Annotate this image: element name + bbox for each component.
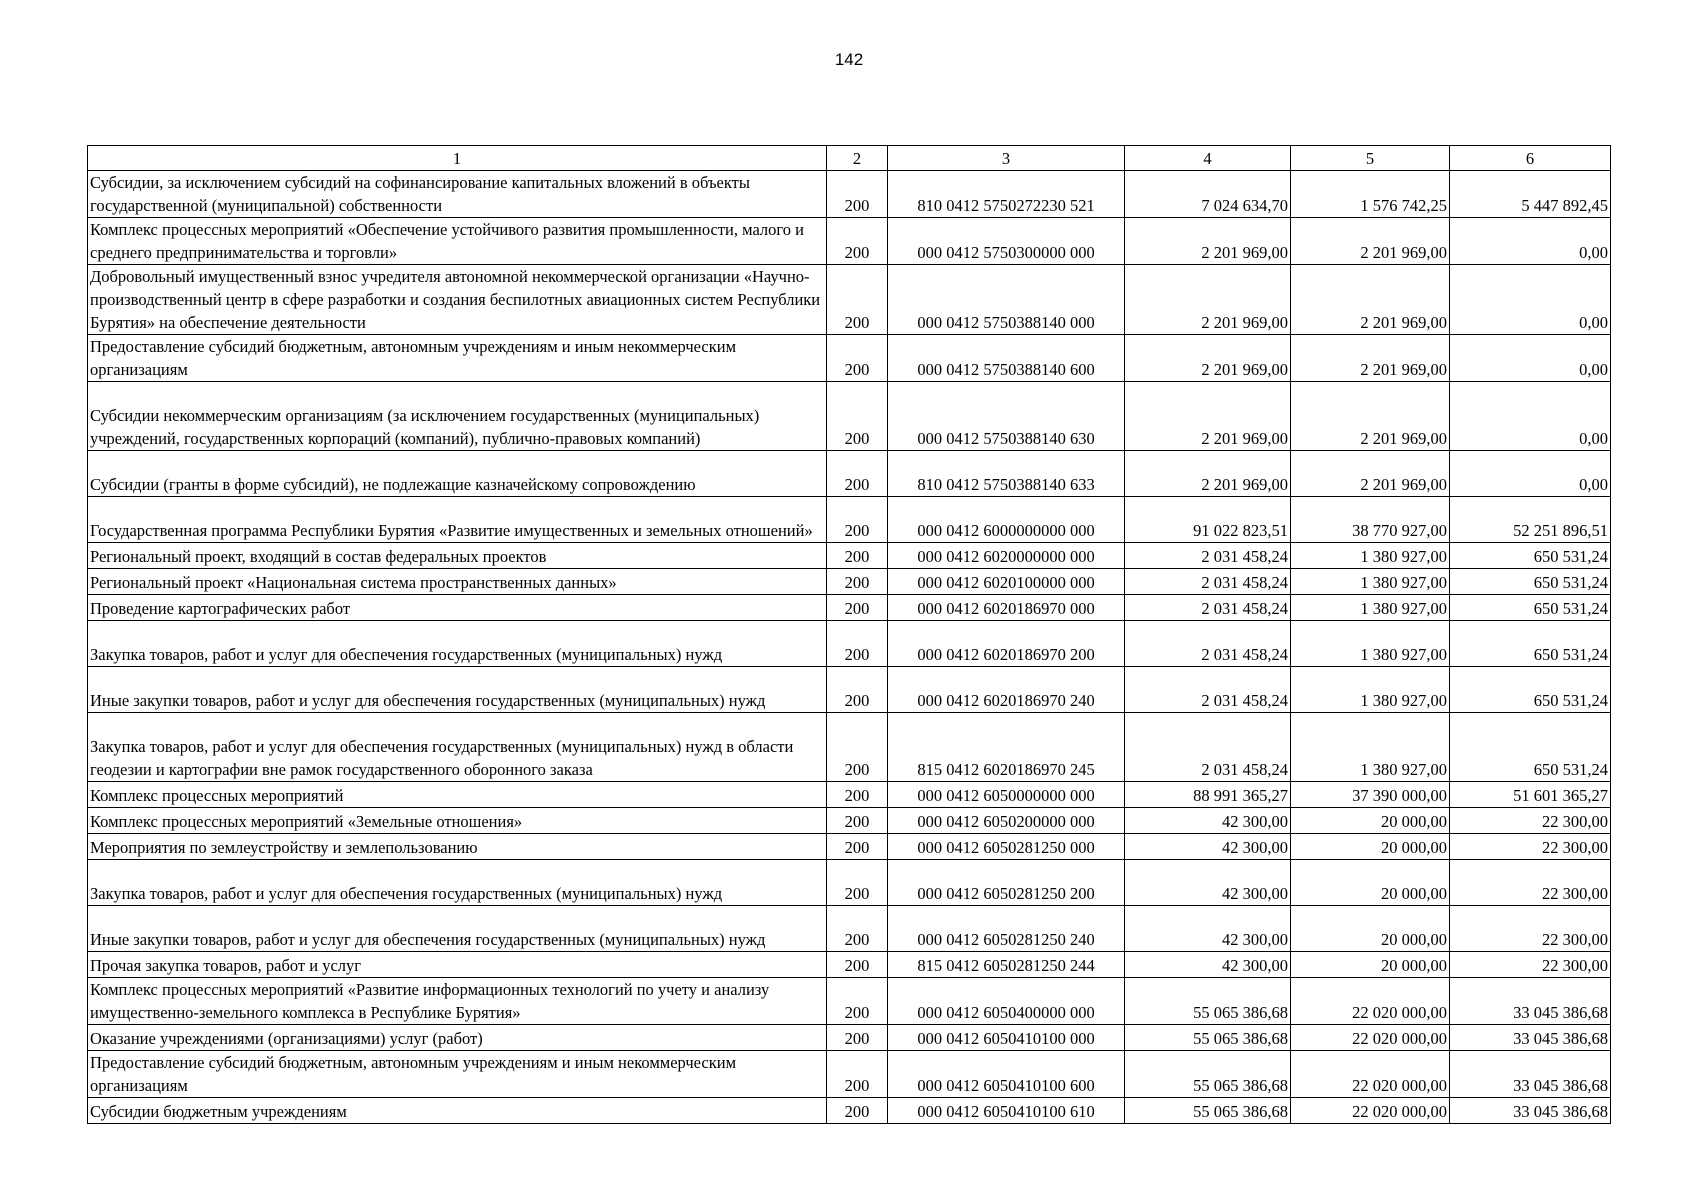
table-row — [88, 978, 1611, 1025]
row-name-cell: Субсидии бюджетным учреждениям — [88, 1098, 827, 1124]
row-value-4-cell: 2 031 458,24 — [1125, 543, 1291, 569]
row-code-cell: 200 — [827, 621, 888, 667]
row-name-cell: Комплекс процессных мероприятий — [88, 782, 827, 808]
row-value-5-cell: 22 020 000,00 — [1291, 1025, 1450, 1051]
row-code-cell: 200 — [827, 335, 888, 382]
table-body — [88, 171, 1611, 1124]
row-code-cell: 200 — [827, 834, 888, 860]
row-value-4-cell: 2 031 458,24 — [1125, 621, 1291, 667]
table-row — [88, 713, 1611, 782]
row-kbk-cell: 000 0412 5750300000 000 — [888, 218, 1125, 265]
row-value-6-cell: 22 300,00 — [1450, 952, 1611, 978]
row-kbk-cell: 000 0412 5750388140 000 — [888, 265, 1125, 335]
row-kbk-cell: 810 0412 5750272230 521 — [888, 171, 1125, 218]
row-name-cell: Комплекс процессных мероприятий «Обеспечение устойчивого развития промышленности, малого и среднего предпринимательства и торговли» — [88, 218, 827, 265]
row-kbk-cell: 000 0412 6050410100 610 — [888, 1098, 1125, 1124]
row-kbk-cell: 000 0412 6050281250 200 — [888, 860, 1125, 906]
row-name-cell: Региональный проект, входящий в состав федеральных проектов — [88, 543, 827, 569]
row-name-cell: Закупка товаров, работ и услуг для обеспечения государственных (муниципальных) нужд в области геодезии и картографии вне рамок государственного оборонного заказа — [88, 713, 827, 782]
row-value-5-cell: 1 576 742,25 — [1291, 171, 1450, 218]
row-value-6-cell: 0,00 — [1450, 382, 1611, 451]
row-value-5-cell: 22 020 000,00 — [1291, 1098, 1450, 1124]
row-code-cell: 200 — [827, 451, 888, 497]
row-value-6-cell: 5 447 892,45 — [1450, 171, 1611, 218]
row-code-cell: 200 — [827, 667, 888, 713]
row-kbk-cell: 815 0412 6020186970 245 — [888, 713, 1125, 782]
row-code-cell: 200 — [827, 906, 888, 952]
row-value-6-cell: 650 531,24 — [1450, 595, 1611, 621]
row-value-5-cell: 2 201 969,00 — [1291, 382, 1450, 451]
row-name-cell: Оказание учреждениями (организациями) услуг (работ) — [88, 1025, 827, 1051]
row-code-cell: 200 — [827, 1098, 888, 1124]
table-row — [88, 497, 1611, 543]
row-value-5-cell: 37 390 000,00 — [1291, 782, 1450, 808]
row-value-4-cell: 2 031 458,24 — [1125, 595, 1291, 621]
row-code-cell: 200 — [827, 595, 888, 621]
table-row — [88, 621, 1611, 667]
column-header-3: 3 — [888, 146, 1125, 171]
row-value-4-cell: 2 031 458,24 — [1125, 569, 1291, 595]
table-row — [88, 595, 1611, 621]
row-value-6-cell: 22 300,00 — [1450, 834, 1611, 860]
row-kbk-cell: 000 0412 6000000000 000 — [888, 497, 1125, 543]
row-value-4-cell: 42 300,00 — [1125, 906, 1291, 952]
column-header-1: 1 — [88, 146, 827, 171]
row-code-cell: 200 — [827, 569, 888, 595]
table-row — [88, 171, 1611, 218]
row-value-4-cell: 55 065 386,68 — [1125, 1098, 1291, 1124]
row-value-5-cell: 1 380 927,00 — [1291, 543, 1450, 569]
row-kbk-cell: 000 0412 6020000000 000 — [888, 543, 1125, 569]
row-name-cell: Комплекс процессных мероприятий «Развитие информационных технологий по учету и анализу имущественно-земельного комплекса в Республике Бурятия» — [88, 978, 827, 1025]
row-value-6-cell: 650 531,24 — [1450, 667, 1611, 713]
row-value-6-cell: 33 045 386,68 — [1450, 978, 1611, 1025]
row-kbk-cell: 000 0412 6020186970 200 — [888, 621, 1125, 667]
row-name-cell: Иные закупки товаров, работ и услуг для обеспечения государственных (муниципальных) нужд — [88, 667, 827, 713]
row-value-6-cell: 0,00 — [1450, 451, 1611, 497]
column-header-6: 6 — [1450, 146, 1611, 171]
table-row — [88, 382, 1611, 451]
table-row — [88, 667, 1611, 713]
row-value-5-cell: 1 380 927,00 — [1291, 667, 1450, 713]
row-value-4-cell: 55 065 386,68 — [1125, 1025, 1291, 1051]
row-value-5-cell: 1 380 927,00 — [1291, 569, 1450, 595]
row-value-5-cell: 22 020 000,00 — [1291, 978, 1450, 1025]
row-code-cell: 200 — [827, 218, 888, 265]
row-kbk-cell: 000 0412 6020186970 000 — [888, 595, 1125, 621]
table-row — [88, 952, 1611, 978]
row-value-6-cell: 51 601 365,27 — [1450, 782, 1611, 808]
row-code-cell: 200 — [827, 782, 888, 808]
row-kbk-cell: 000 0412 6050400000 000 — [888, 978, 1125, 1025]
row-value-4-cell: 55 065 386,68 — [1125, 978, 1291, 1025]
page-number: 142 — [834, 50, 864, 69]
row-value-4-cell: 2 031 458,24 — [1125, 667, 1291, 713]
table-header-row — [88, 146, 1611, 171]
row-kbk-cell: 000 0412 5750388140 630 — [888, 382, 1125, 451]
row-name-cell: Закупка товаров, работ и услуг для обеспечения государственных (муниципальных) нужд — [88, 860, 827, 906]
row-value-5-cell: 1 380 927,00 — [1291, 621, 1450, 667]
row-name-cell: Государственная программа Республики Бурятия «Развитие имущественных и земельных отношений» — [88, 497, 827, 543]
table-row — [88, 1051, 1611, 1098]
row-name-cell: Комплекс процессных мероприятий «Земельные отношения» — [88, 808, 827, 834]
row-kbk-cell: 000 0412 6050410100 600 — [888, 1051, 1125, 1098]
table-row — [88, 218, 1611, 265]
row-name-cell: Закупка товаров, работ и услуг для обеспечения государственных (муниципальных) нужд — [88, 621, 827, 667]
row-value-6-cell: 52 251 896,51 — [1450, 497, 1611, 543]
row-kbk-cell: 000 0412 6020186970 240 — [888, 667, 1125, 713]
row-code-cell: 200 — [827, 713, 888, 782]
table-row — [88, 782, 1611, 808]
table-row — [88, 335, 1611, 382]
row-value-5-cell: 20 000,00 — [1291, 860, 1450, 906]
row-name-cell: Добровольный имущественный взнос учредителя автономной некоммерческой организации «Научно-производственный центр в сфере разработки и создания беспилотных авиационных систем Республики Бурятия» на обеспечение деятельности — [88, 265, 827, 335]
row-kbk-cell: 000 0412 6020100000 000 — [888, 569, 1125, 595]
table-row — [88, 834, 1611, 860]
row-value-6-cell: 0,00 — [1450, 265, 1611, 335]
row-name-cell: Иные закупки товаров, работ и услуг для обеспечения государственных (муниципальных) нужд — [88, 906, 827, 952]
row-value-4-cell: 42 300,00 — [1125, 808, 1291, 834]
table-row — [88, 1025, 1611, 1051]
row-code-cell: 200 — [827, 382, 888, 451]
table-row — [88, 569, 1611, 595]
row-name-cell: Субсидии, за исключением субсидий на софинансирование капитальных вложений в объекты государственной (муниципальной) собственности — [88, 171, 827, 218]
row-value-5-cell: 2 201 969,00 — [1291, 265, 1450, 335]
row-value-6-cell: 0,00 — [1450, 335, 1611, 382]
row-value-4-cell: 91 022 823,51 — [1125, 497, 1291, 543]
row-value-4-cell: 7 024 634,70 — [1125, 171, 1291, 218]
row-value-6-cell: 650 531,24 — [1450, 621, 1611, 667]
row-value-4-cell: 2 201 969,00 — [1125, 218, 1291, 265]
row-value-4-cell: 2 201 969,00 — [1125, 451, 1291, 497]
row-value-5-cell: 2 201 969,00 — [1291, 451, 1450, 497]
row-value-4-cell: 55 065 386,68 — [1125, 1051, 1291, 1098]
row-code-cell: 200 — [827, 265, 888, 335]
row-name-cell: Проведение картографических работ — [88, 595, 827, 621]
row-value-5-cell: 20 000,00 — [1291, 952, 1450, 978]
row-value-5-cell: 2 201 969,00 — [1291, 218, 1450, 265]
budget-table — [87, 145, 1611, 1124]
row-value-4-cell: 2 031 458,24 — [1125, 713, 1291, 782]
row-value-5-cell: 20 000,00 — [1291, 906, 1450, 952]
table-row — [88, 543, 1611, 569]
table-row — [88, 1098, 1611, 1124]
column-header-2: 2 — [827, 146, 888, 171]
table-row — [88, 451, 1611, 497]
row-value-5-cell: 22 020 000,00 — [1291, 1051, 1450, 1098]
row-name-cell: Предоставление субсидий бюджетным, автономным учреждениям и иным некоммерческим организациям — [88, 335, 827, 382]
row-value-6-cell: 22 300,00 — [1450, 860, 1611, 906]
row-name-cell: Региональный проект «Национальная система пространственных данных» — [88, 569, 827, 595]
row-value-4-cell: 42 300,00 — [1125, 834, 1291, 860]
row-value-6-cell: 650 531,24 — [1450, 569, 1611, 595]
row-value-4-cell: 42 300,00 — [1125, 860, 1291, 906]
table-row — [88, 860, 1611, 906]
row-value-4-cell: 88 991 365,27 — [1125, 782, 1291, 808]
row-kbk-cell: 810 0412 5750388140 633 — [888, 451, 1125, 497]
row-name-cell: Субсидии некоммерческим организациям (за исключением государственных (муниципальных) учреждений, государственных корпораций (компаний), публично-правовых компаний) — [88, 382, 827, 451]
table-row — [88, 265, 1611, 335]
row-value-6-cell: 650 531,24 — [1450, 543, 1611, 569]
row-code-cell: 200 — [827, 808, 888, 834]
table-row — [88, 808, 1611, 834]
row-name-cell: Мероприятия по землеустройству и землепользованию — [88, 834, 827, 860]
row-value-5-cell: 20 000,00 — [1291, 808, 1450, 834]
row-value-5-cell: 2 201 969,00 — [1291, 335, 1450, 382]
row-code-cell: 200 — [827, 543, 888, 569]
row-value-5-cell: 1 380 927,00 — [1291, 595, 1450, 621]
row-code-cell: 200 — [827, 497, 888, 543]
row-code-cell: 200 — [827, 1051, 888, 1098]
table-row — [88, 906, 1611, 952]
row-value-4-cell: 2 201 969,00 — [1125, 335, 1291, 382]
row-code-cell: 200 — [827, 171, 888, 218]
row-value-5-cell: 20 000,00 — [1291, 834, 1450, 860]
row-code-cell: 200 — [827, 1025, 888, 1051]
row-value-5-cell: 1 380 927,00 — [1291, 713, 1450, 782]
row-kbk-cell: 000 0412 5750388140 600 — [888, 335, 1125, 382]
row-code-cell: 200 — [827, 978, 888, 1025]
row-value-6-cell: 22 300,00 — [1450, 906, 1611, 952]
row-value-6-cell: 33 045 386,68 — [1450, 1025, 1611, 1051]
row-name-cell: Предоставление субсидий бюджетным, автономным учреждениям и иным некоммерческим организациям — [88, 1051, 827, 1098]
row-value-6-cell: 33 045 386,68 — [1450, 1051, 1611, 1098]
row-value-6-cell: 0,00 — [1450, 218, 1611, 265]
row-value-6-cell: 22 300,00 — [1450, 808, 1611, 834]
row-kbk-cell: 815 0412 6050281250 244 — [888, 952, 1125, 978]
row-value-5-cell: 38 770 927,00 — [1291, 497, 1450, 543]
row-name-cell: Субсидии (гранты в форме субсидий), не подлежащие казначейскому сопровождению — [88, 451, 827, 497]
row-kbk-cell: 000 0412 6050281250 240 — [888, 906, 1125, 952]
row-kbk-cell: 000 0412 6050200000 000 — [888, 808, 1125, 834]
row-kbk-cell: 000 0412 6050000000 000 — [888, 782, 1125, 808]
row-kbk-cell: 000 0412 6050281250 000 — [888, 834, 1125, 860]
row-code-cell: 200 — [827, 860, 888, 906]
row-value-4-cell: 42 300,00 — [1125, 952, 1291, 978]
row-value-6-cell: 650 531,24 — [1450, 713, 1611, 782]
row-kbk-cell: 000 0412 6050410100 000 — [888, 1025, 1125, 1051]
row-value-4-cell: 2 201 969,00 — [1125, 265, 1291, 335]
row-value-6-cell: 33 045 386,68 — [1450, 1098, 1611, 1124]
row-name-cell: Прочая закупка товаров, работ и услуг — [88, 952, 827, 978]
row-value-4-cell: 2 201 969,00 — [1125, 382, 1291, 451]
column-header-5: 5 — [1291, 146, 1450, 171]
row-code-cell: 200 — [827, 952, 888, 978]
column-header-4: 4 — [1125, 146, 1291, 171]
